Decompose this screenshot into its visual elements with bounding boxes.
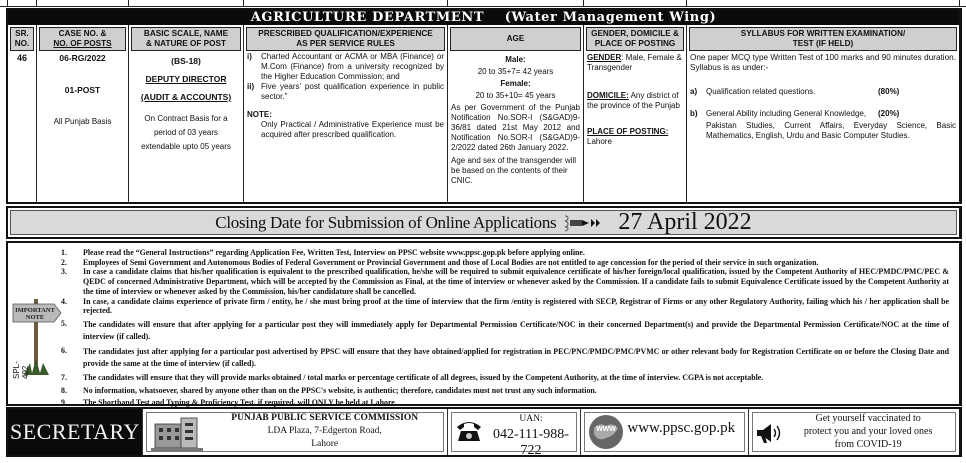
instruction-item: 7. The candidates will ensure that they will provide marks obtained / total marks or percentage certificate of all degrees, issued by the Competent Authority, at the time of interview. CGPA is not acceptable. xyxy=(61,372,764,382)
age-notification: As per Government of the Punjab Notification No.SOR-I (S&GAD)9-36/81 dated 21st May 2012 and Notification No.SOR-I (S&GAD)9-2/2022 dated 26th January 2022. xyxy=(451,103,580,152)
uan-number: 042-111-988-722 xyxy=(492,427,569,458)
age-male-label: Male: xyxy=(505,55,526,64)
age-transgender: Age and sex of the transgender will be based on the contents of their CNIC. xyxy=(451,156,576,185)
age-female-range: 20 to 35+10= 45 years xyxy=(475,91,556,100)
note-text: Only Practical / Administrative Experience must be acquired after prescribed qualification. xyxy=(261,120,444,139)
instructions-list xyxy=(61,248,949,408)
syllabus-item-b: b) General Ability including General Knowledge, (20%) xyxy=(690,109,900,118)
building-icon xyxy=(151,414,203,457)
website-link[interactable]: www.ppsc.gop.pk xyxy=(627,420,736,436)
scale-value: (BS-18) xyxy=(171,56,201,66)
col-case-no xyxy=(37,25,129,202)
job-table xyxy=(6,8,962,204)
qualification-list xyxy=(244,51,447,142)
instruction-item: 1. Please read the “General Instructions” regarding Application Fee, Written Test, Interview on PPSC website www.ppsc.gop.pk before applying online. xyxy=(61,248,585,257)
instruction-item: 6. The candidates just after applying for a particular post advertised by PPSC will ensure that they have obtained/applied for registration in PEC/PNC/PMDC/PMC/PVMC or other relevant body for Registration Certificate on or before the Closing Date and provide the same at the time of interview (if called). xyxy=(61,345,949,368)
col-sr-no xyxy=(8,25,37,202)
col-gender xyxy=(584,25,687,202)
syllabus-item-a: a) Qualification related questions. (80%) xyxy=(690,87,900,96)
closing-date: 27 April 2022 xyxy=(618,209,752,235)
header-qualification: PRESCRIBED QUALIFICATION/EXPERIENCE AS PER SERVICE RULES xyxy=(246,27,445,51)
posts-value: 01-POST xyxy=(64,85,101,95)
covid-box xyxy=(749,409,959,455)
instruction-item: 9. The Shorthand Test and Typing & Proficiency Test, if required, will ONLY be held at Lahore. xyxy=(61,398,397,408)
instruction-item: 5. The candidates will ensure that after applying for a particular post they will immediately apply for Departmental Permission Certificate/NOC in their concerned Department(s) and provide the Departmental Permission Certificate/NOC at the time of interview (if called). xyxy=(61,318,949,341)
header-case-no: CASE NO. & NO. OF POSTS xyxy=(39,27,126,51)
post-dept: (AUDIT & ACCOUNTS) xyxy=(140,92,232,102)
uan-label: UAN: xyxy=(519,414,543,424)
covid-line1: Get yourself vaccinated to xyxy=(815,413,921,424)
covid-line2: protect you and your loved ones xyxy=(803,426,933,437)
previous-row-strip xyxy=(0,0,966,7)
contract-terms: On Contract Basis for a period of 03 years extendable upto 05 years xyxy=(141,114,231,151)
header-sr-no: SR. NO. xyxy=(10,27,34,51)
syllabus-subjects: Pakistan Studies, Current Affairs, Everyday Science, Basic Mathematics, English, Urdu and Basic Computer Studies. xyxy=(706,121,956,140)
case-no-value: 06-RG/2022 xyxy=(59,53,106,63)
age-female-label: Female: xyxy=(500,79,531,88)
post-name: DEPUTY DIRECTOR xyxy=(145,74,227,84)
department-wing: (Water Management Wing) xyxy=(504,10,717,25)
qualification-item: i) Charted Accountant or ACMA or MBA (Finance) or M.Com (Finance) from a university recognized by the Higher Education Commission; and xyxy=(247,52,444,81)
website-box xyxy=(581,409,749,455)
svg-text:NOTE: NOTE xyxy=(25,314,45,321)
note-label: NOTE: xyxy=(247,110,272,119)
col-basic-scale xyxy=(129,25,244,202)
telephone-icon xyxy=(456,419,482,448)
instruction-item: 8. No information, whatsoever, shared by anyone other than on the PPSC's website, is authentic; therefore, candidates must not trust any such information. xyxy=(61,385,597,395)
covid-line3: from COVID-19 xyxy=(834,439,902,450)
globe-icon xyxy=(588,414,624,455)
age-male-range: 20 to 35+7= 42 years xyxy=(477,67,554,76)
svg-text:WWW: WWW xyxy=(596,426,617,433)
closing-date-banner xyxy=(6,206,962,239)
header-basic-scale: BASIC SCALE, NAME & NATURE OF POST xyxy=(131,27,241,51)
instruction-item: 3. In case a candidate claims that his/her qualification is equivalent to the prescribed qualification, he/she will be required to submit equivalence certificate of his/her foreign/local qualification, issued by the Competent Authority of HEC/PMDC/PMC/PEC & QEDC of concerned Administrative Department, which will be accepted by the Commission as Final, at the time of interview or whenever asked by the Commission. If a candidate fails to submit Equivalence Certificate issued by the Competent Authority at the time of interview or whenever asked by the Commission, his/her candidature shall be cancelled. xyxy=(61,267,949,296)
org-name: PUNJAB PUBLIC SERVICE COMMISSION xyxy=(231,413,419,423)
basis-value: All Punjab Basis xyxy=(53,117,112,126)
instruction-item: 2. Employees of Semi Government and Autonomous Bodies of Federal Government or Provincial Government and those of Local Bodies are not entitled to age concession for the period of their service in such organization. xyxy=(61,257,819,267)
pen-arrow-icon xyxy=(562,214,604,232)
svg-text:IMPORTANT: IMPORTANT xyxy=(15,307,55,314)
footer-bar xyxy=(6,407,962,457)
reference-code: SPL-492 xyxy=(12,361,30,379)
department-title: AGRICULTURE DEPARTMENT xyxy=(250,10,485,25)
domicile-info: DOMICILE: Any district of the province of the Punjab xyxy=(587,91,680,110)
col-qualification xyxy=(244,25,448,202)
org-address-line1: LDA Plaza, 7-Edgerton Road, xyxy=(267,426,382,436)
department-banner xyxy=(8,10,959,25)
qualification-item: ii) Five years' post qualification experience in public sector." xyxy=(247,82,444,101)
org-address-line2: Lahore xyxy=(311,439,339,449)
secretary-label: SECRETARY xyxy=(8,409,143,455)
col-age xyxy=(448,25,584,202)
header-gender: GENDER, DOMICILE & PLACE OF POSTING xyxy=(586,27,684,51)
posting-info: PLACE OF POSTING: Lahore xyxy=(587,127,669,146)
header-syllabus: SYLLABUS FOR WRITTEN EXAMINATION/ TEST (IF HELD) xyxy=(689,27,957,51)
megaphone-icon xyxy=(755,421,783,450)
uan-box xyxy=(448,409,582,458)
gender-info: GENDER: Male, Female & Transgender xyxy=(587,53,682,72)
instructions-box xyxy=(6,241,962,406)
org-address-box xyxy=(143,409,448,455)
sr-no-value: 46 xyxy=(16,53,27,63)
col-syllabus xyxy=(687,25,959,202)
syllabus-intro: One paper MCQ type Written Test of 100 marks and 90 minutes duration. Syllabus is as under:- xyxy=(690,53,956,72)
header-age: AGE xyxy=(450,27,581,51)
closing-label: Closing Date for Submission of Online Applications xyxy=(215,212,557,232)
instruction-item: 4. In case, a candidate claims experience of private firm / entity, he / she must bring proof at the time of interview that the firm /entity is registered with SECP, Registrar of Firms or any other Regulatory Authority, failing which his / her application shall be rejected. xyxy=(61,296,949,316)
